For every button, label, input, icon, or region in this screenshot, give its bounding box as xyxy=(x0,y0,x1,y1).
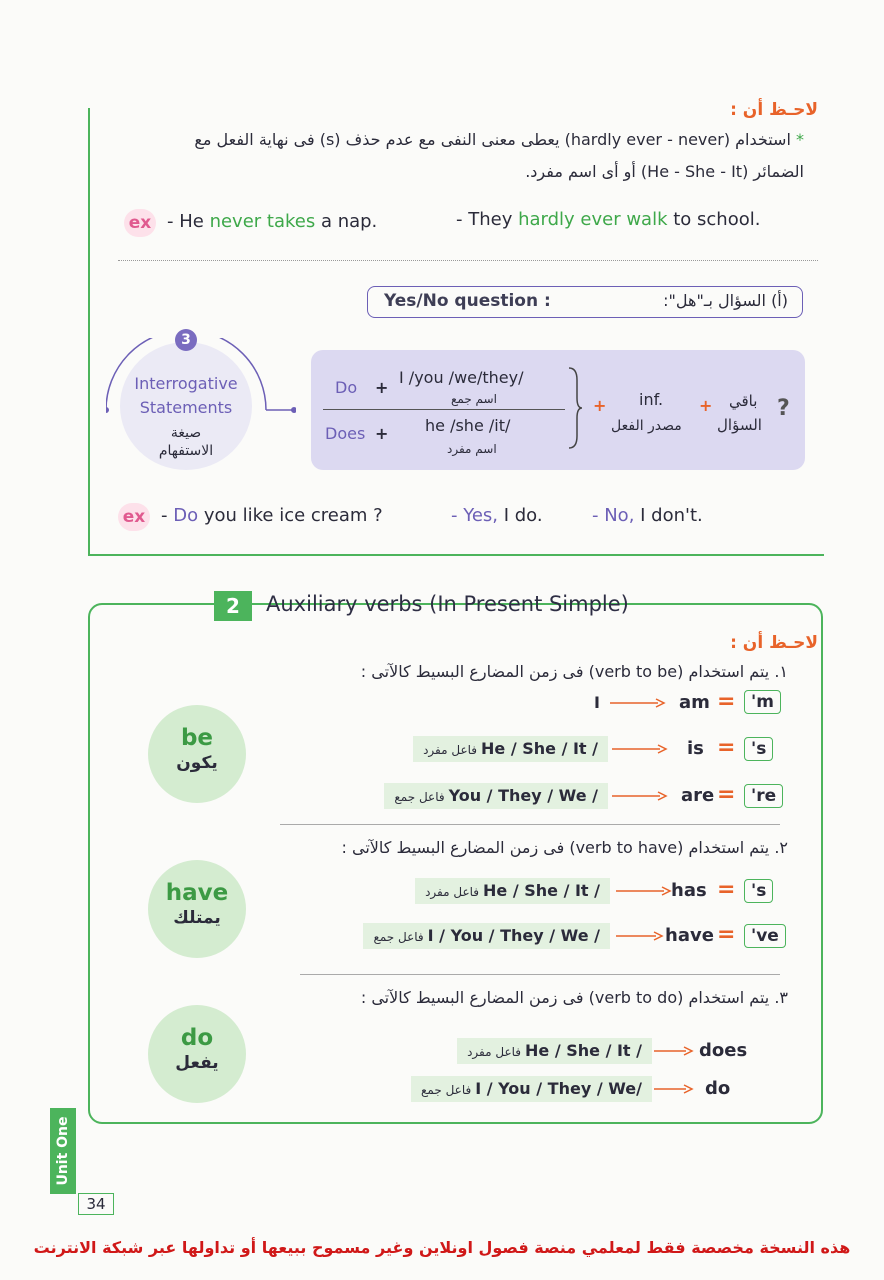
section-number: 2 xyxy=(214,591,252,621)
subject-label: فاعل جمع xyxy=(394,790,445,804)
page-number: 34 xyxy=(78,1193,114,1215)
example-badge-2: ex xyxy=(118,503,150,531)
have-ar: يمتلك xyxy=(173,908,221,928)
formula-plus-4: + xyxy=(699,396,713,415)
interrogative-title-en xyxy=(118,372,254,420)
copyright-notice: هذه النسخة مخصصة فقط لمعلمي منصة فصول اونلاين وغير مسموح ببيعها أو تداولها عبر شبكة الانترنت xyxy=(33,1238,851,1257)
example-2 xyxy=(456,209,760,230)
step-number-3: 3 xyxy=(175,329,197,351)
brace-icon xyxy=(567,366,583,450)
example-1-pre: - He xyxy=(167,211,210,232)
have-row-1-verb: has xyxy=(671,880,707,901)
have-row-1-contraction: 's xyxy=(744,879,773,903)
example-4 xyxy=(451,505,543,526)
do-row-1-subject xyxy=(457,1038,652,1064)
example-2-post: to school. xyxy=(667,209,761,230)
note-title: لاحـظ أن : xyxy=(730,100,818,120)
example-badge: ex xyxy=(124,209,156,237)
example-4-a: - Yes, xyxy=(451,505,504,526)
example-1 xyxy=(167,211,377,232)
have-row-2-contraction: 've xyxy=(744,924,786,948)
arrow-right-icon xyxy=(616,886,672,896)
formula-inf: inf. xyxy=(639,390,664,409)
subject-text: I / You / They / We / xyxy=(427,926,600,945)
rule-line-2: الضمائر (He - She - It) أو أى اسم مفرد. xyxy=(525,162,804,181)
example-3-post: you like ice cream ? xyxy=(198,505,383,526)
formula-plus-1: + xyxy=(375,378,389,397)
interrogative-en-2: Statements xyxy=(139,398,233,417)
unit-label: Unit One xyxy=(55,1116,71,1186)
arrow-right-icon xyxy=(616,931,664,941)
formula-plus-3: + xyxy=(593,396,607,415)
have-circle xyxy=(148,860,246,958)
subject-text: He / She / It / xyxy=(483,881,600,900)
do-ar: يفعل xyxy=(175,1053,219,1073)
arrow-right-icon xyxy=(612,744,668,754)
equals-sign: = xyxy=(717,877,736,902)
have-rule: ٢. يتم استخدام (verb to have) فى زمن المضارع البسيط كالآتى : xyxy=(341,838,788,857)
do-row-2-subject xyxy=(411,1076,652,1102)
subject-label: فاعل جمع xyxy=(373,930,424,944)
be-row-1-contraction: 'm xyxy=(744,690,781,714)
interrogative-en-1: Interrogative xyxy=(134,374,238,393)
do-row-1-verb: does xyxy=(699,1040,748,1061)
be-row-1-verb: am xyxy=(679,692,710,713)
formula-plural-ar: اسم جمع xyxy=(451,392,497,406)
question-mark-icon: ? xyxy=(777,396,790,421)
formula-plus-2: + xyxy=(375,424,389,443)
section-title: Auxiliary verbs (In Present Simple) xyxy=(266,592,629,616)
do-circle xyxy=(148,1005,246,1103)
have-row-1-subject xyxy=(415,878,610,904)
subject-label: فاعل جمع xyxy=(421,1083,472,1097)
be-rule: ١. يتم استخدام (verb to be) فى زمن المضارع البسيط كالآتى : xyxy=(360,662,788,681)
be-ar: يكون xyxy=(176,753,218,773)
yes-no-label-en: Yes/No question : xyxy=(384,291,551,311)
arrow-right-icon xyxy=(610,698,666,708)
subject-text: I xyxy=(594,693,600,712)
subject-text: He / She / It / xyxy=(481,739,598,758)
have-row-2-verb: have xyxy=(665,925,714,946)
formula-does: Does xyxy=(325,424,366,443)
be-row-1-subject xyxy=(594,690,600,716)
equals-sign: = xyxy=(717,689,736,714)
example-5-b: I don't. xyxy=(640,505,703,526)
arrow-right-icon xyxy=(654,1046,694,1056)
be-row-2-verb: is xyxy=(687,738,704,759)
formula-singular-ar: اسم مفرد xyxy=(447,442,497,456)
subject-label: فاعل مفرد xyxy=(423,743,477,757)
formula-inf-ar: مصدر الفعل xyxy=(611,418,682,434)
equals-sign: = xyxy=(717,735,736,760)
be-row-3-subject xyxy=(384,783,608,809)
divider-dotted xyxy=(118,260,818,261)
subject-label: فاعل مفرد xyxy=(467,1045,521,1059)
subject-text: You / They / We / xyxy=(448,786,598,805)
interrogative-ar-1: صيغة xyxy=(170,425,202,441)
example-2-highlight: hardly ever walk xyxy=(518,209,668,230)
do-en: do xyxy=(180,1025,214,1051)
be-circle xyxy=(148,705,246,803)
have-row-2-subject xyxy=(363,923,610,949)
do-row-2-verb: do xyxy=(705,1078,731,1099)
subject-text: I / You / They / We/ xyxy=(475,1079,642,1098)
arrow-right-icon xyxy=(654,1084,694,1094)
formula-do: Do xyxy=(335,378,358,397)
note-title-2: لاحـظ أن : xyxy=(730,633,818,653)
do-rule: ٣. يتم استخدام (verb to do) فى زمن المضارع البسيط كالآتى : xyxy=(360,988,788,1007)
yes-no-label-ar: (أ) السؤال بـ"هل": xyxy=(663,291,788,310)
formula-rest-ar-1: باقي xyxy=(729,392,758,410)
be-row-3-verb: are xyxy=(681,785,715,806)
subject-label: فاعل مفرد xyxy=(425,885,479,899)
be-row-2-subject xyxy=(413,736,608,762)
interrogative-title-ar xyxy=(118,424,254,460)
example-2-pre: - They xyxy=(456,209,519,230)
rule-line-1 xyxy=(194,130,804,149)
unit-label-wrap xyxy=(50,1108,76,1194)
subject-text: He / She / It / xyxy=(525,1041,642,1060)
example-5-a: - No, xyxy=(592,505,641,526)
example-3 xyxy=(161,505,383,526)
arrow-right-icon xyxy=(612,791,668,801)
formula-plural-subjects: I /you /we/they/ xyxy=(399,368,524,387)
formula-rest-ar-2: السؤال xyxy=(717,416,762,434)
question-formula xyxy=(311,350,805,470)
be-row-3-contraction: 're xyxy=(744,784,783,808)
be-row-2-contraction: 's xyxy=(744,737,773,761)
divider xyxy=(300,974,780,975)
formula-divider xyxy=(323,409,565,410)
star-bullet-icon: * xyxy=(796,130,804,149)
interrogative-ar-2: الاستفهام xyxy=(158,443,214,459)
example-3-highlight: Do xyxy=(173,505,199,526)
equals-sign: = xyxy=(717,782,736,807)
example-4-b: I do. xyxy=(503,505,543,526)
equals-sign: = xyxy=(717,922,736,947)
example-3-pre: - xyxy=(161,505,174,526)
formula-singular-subjects: he /she /it/ xyxy=(425,416,511,435)
example-5 xyxy=(592,505,703,526)
be-en: be xyxy=(180,725,214,751)
rule-text-1: استخدام (hardly ever - never) يعطى معنى النفى مع عدم حذف (s) فى نهاية الفعل مع xyxy=(194,130,791,149)
have-en: have xyxy=(165,880,229,906)
example-1-highlight: never takes xyxy=(209,211,316,232)
divider xyxy=(280,824,780,825)
example-1-post: a nap. xyxy=(315,211,378,232)
yes-no-question-box xyxy=(367,286,803,318)
